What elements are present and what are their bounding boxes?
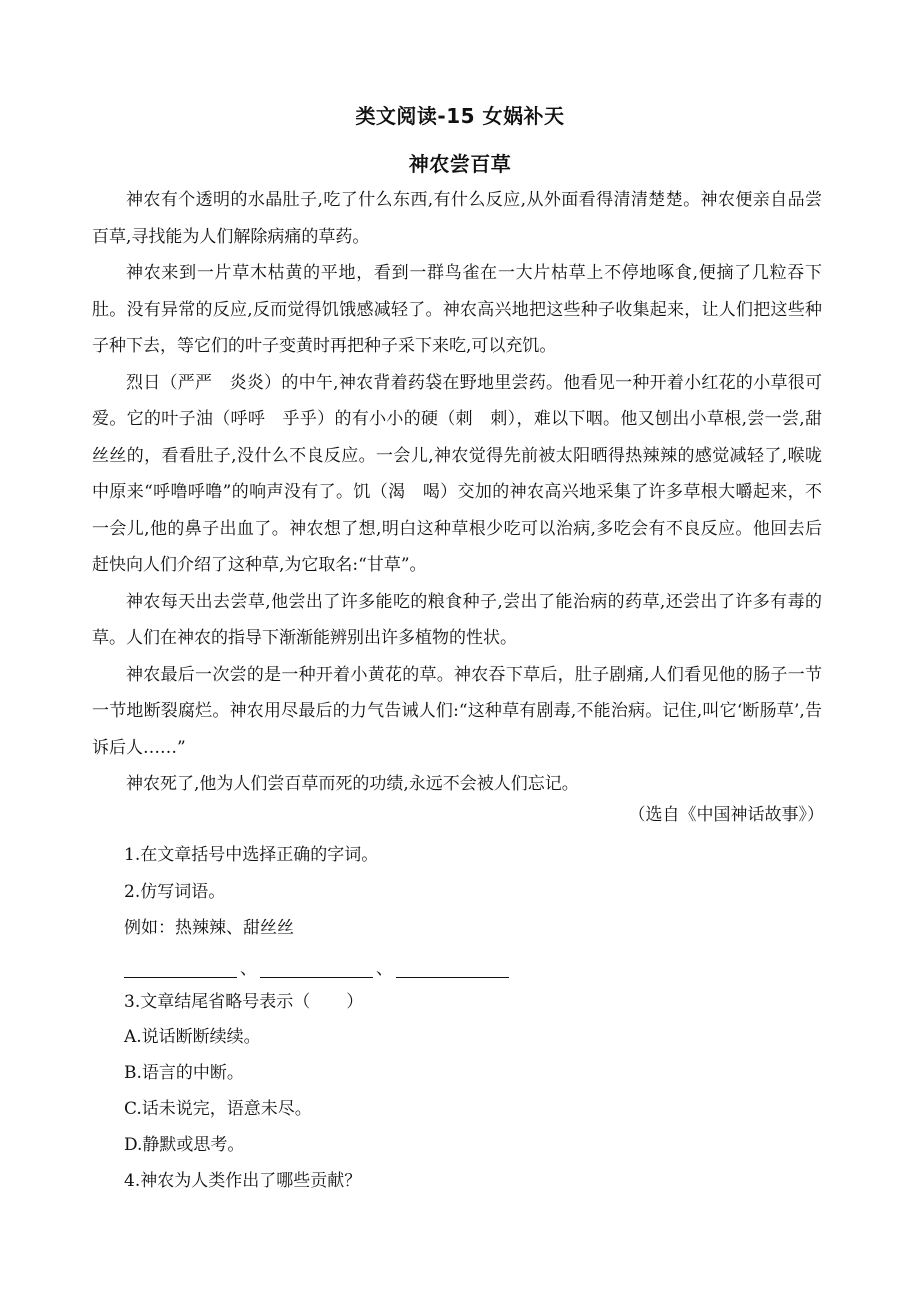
- option-c: C.话未说完，语意未尽。: [124, 1099, 312, 1119]
- article-paragraph: 烈日（严严 炎炎）的中午,神农背着药袋在野地里尝药。他看见一种开着小红花的小草很可爱。它的叶子油（呼呼 乎乎）的有小小的硬（刺 刺），难以下咽。他又刨出小草根,尝一尝,甜丝丝的，看看肚子,没什么不良反应。一会儿,神农觉得先前被太阳晒得热辣辣的感觉减轻了,喉咙中原来“呼噜呼噜”的响声没有了。饥（渴 喝）交加的神农高兴地采集了许多草根大嚼起来，不一会儿,他的鼻子出血了。神农想了想,明白这种草根少吃可以治病,多吃会有不良反应。他回去后赶快向人们介绍了这种草,为它取名:“甘草”。: [92, 372, 822, 575]
- question-1: 1.在文章括号中选择正确的字词。: [124, 845, 379, 865]
- question-2: 2.仿写词语。: [124, 882, 226, 902]
- answer-blank[interactable]: [260, 959, 373, 978]
- question-3-prefix: 3.文章结尾省略号表示（: [124, 992, 311, 1012]
- answer-blank[interactable]: [124, 959, 237, 978]
- option-d: D.静默或思考。: [124, 1135, 245, 1155]
- option-a: A.说话断断续续。: [124, 1027, 261, 1047]
- blank-separator: 、: [240, 959, 257, 979]
- page-title: 类文阅读-15 女娲补天: [355, 104, 565, 128]
- question-4: 4.神农为人类作出了哪些贡献？: [124, 1171, 362, 1191]
- article-paragraph: 神农最后一次尝的是一种开着小黄花的草。神农吞下草后，肚子剧痛,人们看见他的肠子一节一节地断裂腐烂。神农用尽最后的力气告诫人们:“这种草有剧毒,不能治病。记住,叫它‘断肠草’,告诉后人……”: [92, 664, 822, 758]
- question-3: [124, 990, 363, 1014]
- article-source: （选自《中国神话故事》）: [628, 805, 824, 825]
- article-paragraph: 神农有个透明的水晶肚子,吃了什么东西,有什么反应,从外面看得清清楚楚。神农便亲自品尝百草,寻找能为人们解除病痛的草药。: [92, 190, 822, 247]
- article-paragraph: 神农每天出去尝草,他尝出了许多能吃的粮食种子,尝出了能治病的药草,还尝出了许多有毒的草。人们在神农的指导下渐渐能辨别出许多植物的性状。: [92, 591, 822, 648]
- blank-separator: 、: [376, 959, 393, 979]
- article-title: 神农尝百草: [408, 152, 512, 176]
- article-paragraph: 神农来到一片草木枯黄的平地，看到一群鸟雀在一大片枯草上不停地啄食,便摘了几粒吞下肚。没有异常的反应,反而觉得饥饿感减轻了。神农高兴地把这些种子收集起来，让人们把这些种子种下去，等它们的叶子变黄时再把种子采下来吃,可以充饥。: [92, 263, 822, 356]
- answer-blank[interactable]: [396, 959, 509, 978]
- article-paragraph: 神农死了,他为人们尝百草而死的功绩,永远不会被人们忘记。: [126, 774, 579, 794]
- option-b: B.语言的中断。: [124, 1063, 244, 1083]
- question-3-suffix: ）: [346, 992, 364, 1012]
- question-2-example: 例如：热辣辣、甜丝丝: [124, 918, 294, 938]
- article-body: [92, 182, 822, 803]
- answer-blanks-row: [124, 954, 509, 978]
